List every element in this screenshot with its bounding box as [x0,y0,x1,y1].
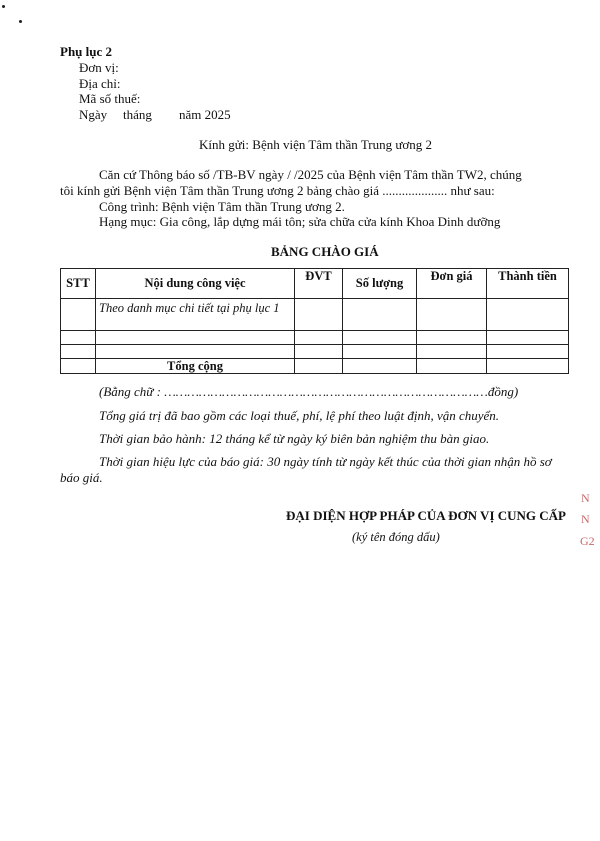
tax-code-label: Mã số thuế: [79,91,141,106]
scan-dot [19,20,22,23]
greeting: Kính gửi: Bệnh viện Tâm thần Trung ương 2 [199,137,433,152]
note-taxes-included: Tổng giá trị đã bao gồm các loại thuế, phí, lệ phí theo luật định, vận chuyển. [99,408,500,423]
amount-in-words: (Bằng chữ : …………………………………………………………………………đồng) [99,384,519,399]
unit-label: Đơn vị: [79,60,119,75]
table-row [61,331,569,345]
note-validity-line-1: Thời gian hiệu lực của báo giá: 30 ngày tính từ ngày kết thúc của thời gian nhận hồ sơ [99,454,552,469]
table-row [61,299,569,331]
address-label: Địa chỉ: [79,76,121,91]
col-header-amount: Thành tiền [487,269,569,299]
note-validity-line-2: báo giá. [60,470,103,485]
signature-title: ĐẠI DIỆN HỢP PHÁP CỦA ĐƠN VỊ CUNG CẤP [286,508,566,523]
table-header-row [61,269,569,299]
col-header-quantity: Số lượng [343,269,417,299]
project-line: Công trình: Bệnh viện Tâm thần Trung ương 2. [99,199,345,214]
col-header-content: Nội dung công việc [96,269,295,299]
stamp-fragment: G2 [580,534,595,548]
basis-line-1: Căn cứ Thông báo số /TB-BV ngày / /2025 của Bệnh viện Tâm thần TW2, chúng [99,167,522,182]
work-item-line: Hạng mục: Gia công, lắp dựng mái tôn; sửa chữa cửa kính Khoa Dinh dưỡng [99,214,501,229]
date-day-label: Ngày [79,107,108,122]
col-header-unit-price: Đơn giá [417,269,487,299]
stamp-fragment: N [581,491,590,505]
col-header-unit: ĐVT [295,269,343,299]
appendix-label: Phụ lục 2 [60,44,113,59]
date-year-label: năm 2025 [179,107,231,122]
table-title: BẢNG CHÀO GIÁ [271,244,379,259]
table-row [61,345,569,359]
col-header-stt: STT [61,269,96,299]
basis-line-2: tôi kính gửi Bệnh viện Tâm thần Trung ương 2 bảng chào giá .................... như sau: [60,183,495,198]
quote-table [60,268,569,374]
date-month-label: tháng [123,107,152,122]
total-row [61,359,569,374]
total-label: Tổng cộng [96,359,295,374]
note-warranty: Thời gian bảo hành: 12 tháng kể từ ngày ký biên bản nghiệm thu bàn giao. [99,431,490,446]
row-content-cell: Theo danh mục chi tiết tại phụ lục 1 [96,299,295,331]
stamp-fragment: N [581,512,590,526]
signature-note: (ký tên đóng dấu) [352,530,440,544]
scan-dot [2,5,5,8]
